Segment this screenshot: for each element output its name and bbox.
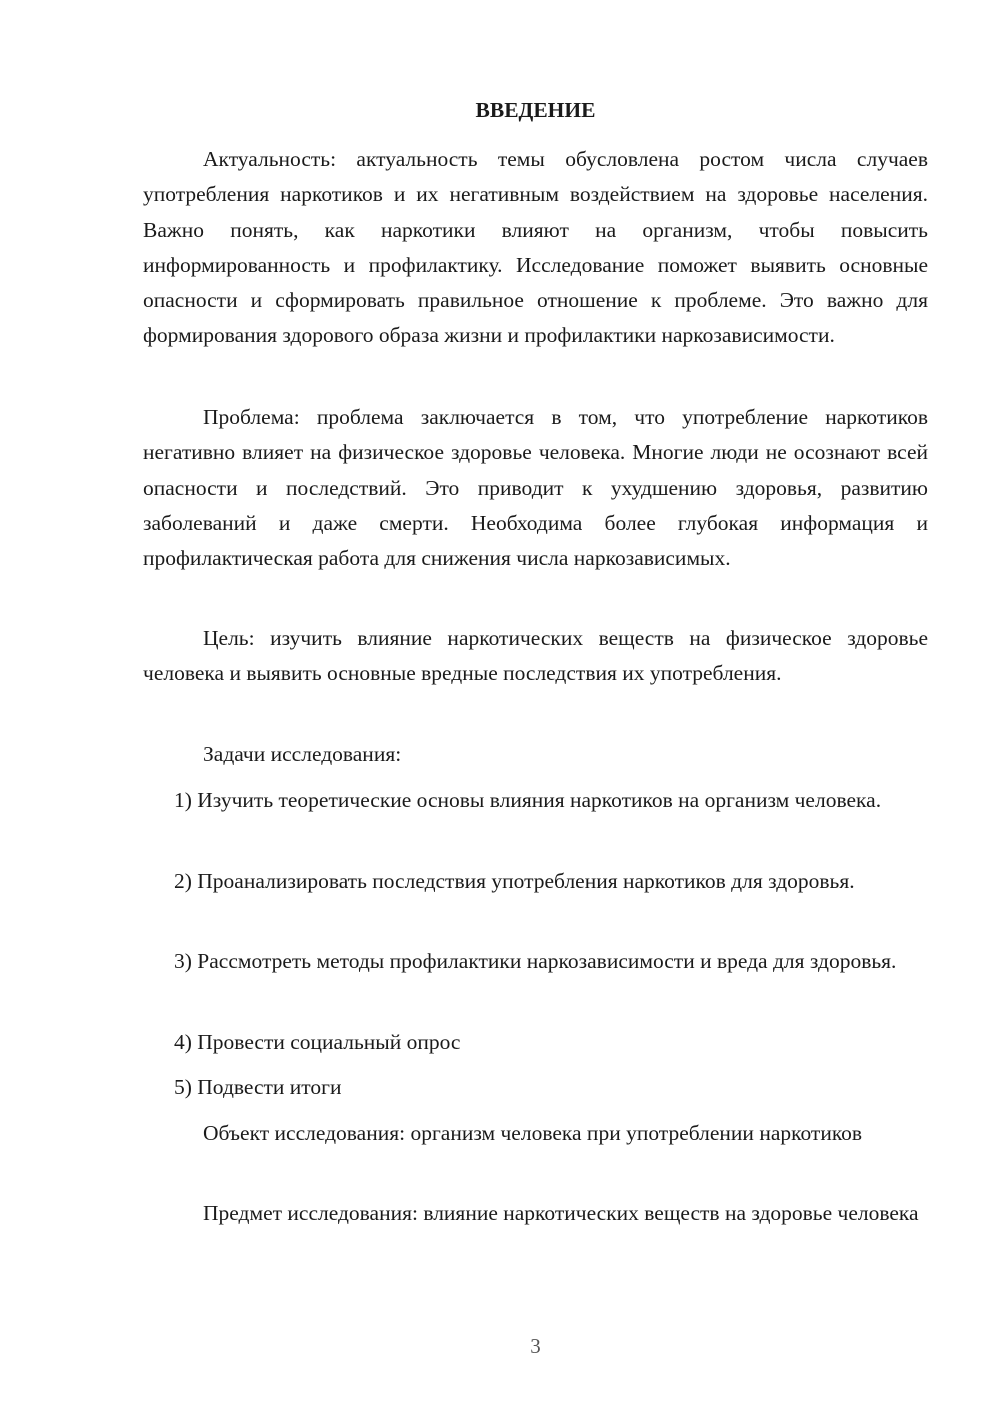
task-item-3: 3) Рассмотреть методы профилактики наркозависимости и вреда для здоровья. bbox=[174, 949, 897, 973]
task-item-1: 1) Изучить теоретические основы влияния наркотиков на организм человека. bbox=[174, 788, 882, 812]
paragraph-relevance: Актуальность: актуальность темы обусловлена ростом числа случаев употребления наркотиков и их негативным воздействием на здоровье населения. Важно понять, как наркотики влияют на организм, чтобы повысить информированность и профилактику. Исследование поможет выявить основные опасности и сформировать правильное отношение к проблеме. Это важно для формирования здорового образа жизни и профилактики наркозависимости. bbox=[143, 147, 928, 348]
task-item-4: 4) Провести социальный опрос bbox=[174, 1030, 461, 1054]
page-number: 3 bbox=[530, 1334, 541, 1358]
paragraph-tasks-heading: Задачи исследования: bbox=[203, 742, 402, 766]
paragraph-subject: Предмет исследования: влияние наркотических веществ на здоровье человека bbox=[203, 1201, 919, 1225]
task-item-5: 5) Подвести итоги bbox=[174, 1075, 342, 1099]
task-item-2: 2) Проанализировать последствия употребления наркотиков для здоровья. bbox=[174, 869, 855, 893]
paragraph-goal: Цель: изучить влияние наркотических веществ на физическое здоровье человека и выявить основные вредные последствия их употребления. bbox=[143, 626, 928, 686]
paragraph-problem: Проблема: проблема заключается в том, что употребление наркотиков негативно влияет на физическое здоровье человека. Многие люди не осознают всей опасности и последствий. Это приводит к ухудшению здоровья, развитию заболеваний и даже смерти. Необходима более глубокая информация и профилактическая работа для снижения числа наркозависимых. bbox=[143, 405, 928, 571]
paragraph-object: Объект исследования: организм человека при употреблении наркотиков bbox=[203, 1121, 863, 1145]
document-title: ВВЕДЕНИЕ bbox=[475, 98, 596, 122]
